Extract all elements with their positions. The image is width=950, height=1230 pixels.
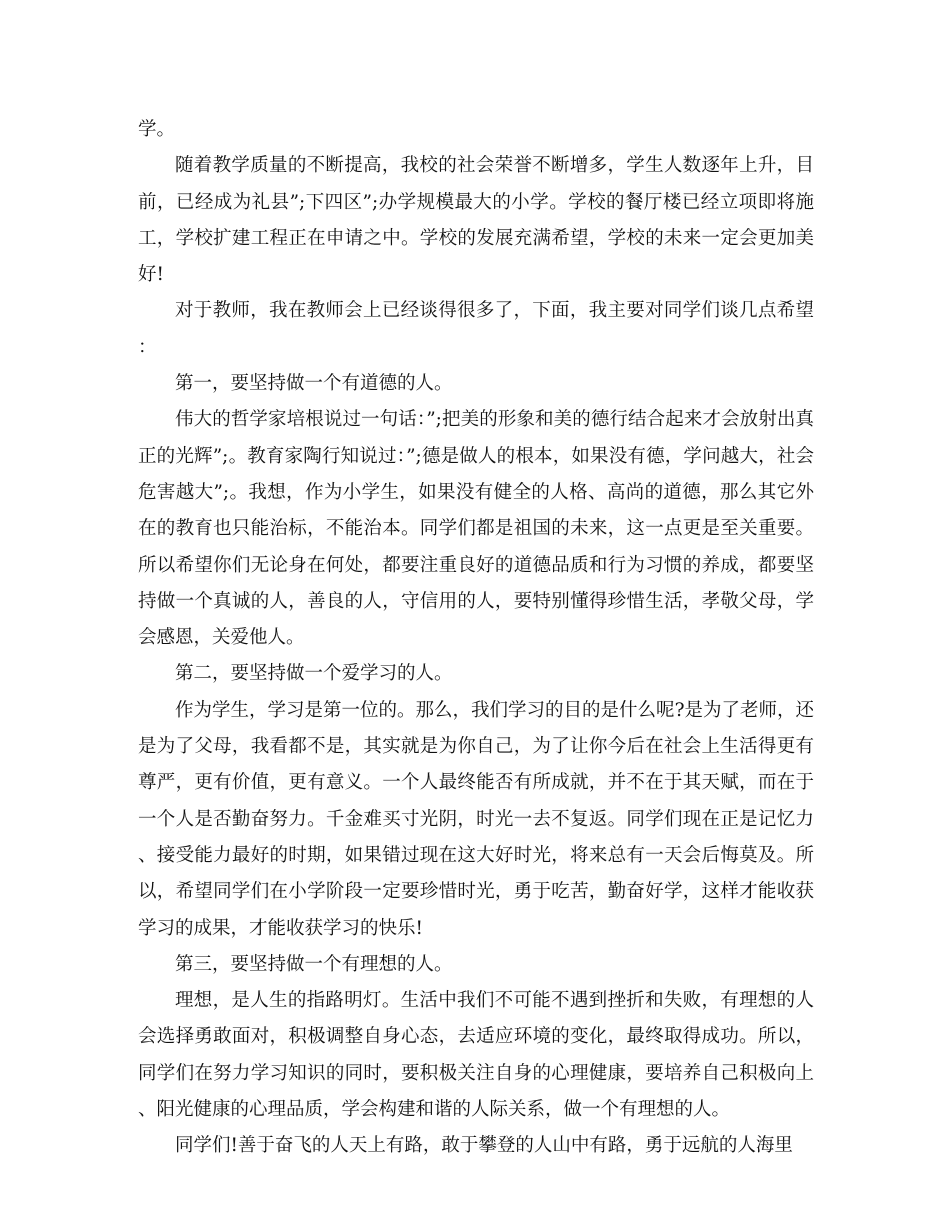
- paragraph-10: 同学们!善于奋飞的人天上有路，敢于攀登的人山中有路，勇于远航的人海里: [175, 1135, 793, 1157]
- paragraph-8: 第三，要坚持做一个有理想的人。: [175, 953, 453, 975]
- paragraph-3: 对于教师，我在教师会上已经谈得很多了，下面，我主要对同学们谈几点希望：: [138, 300, 814, 358]
- paragraph-1: 学。: [138, 119, 176, 140]
- paragraph-9: 理想，是人生的指路明灯。生活中我们不可能不遇到挫折和失败，有理想的人会选择勇敢面对，积极调整自身心态，去适应环境的变化，最终取得成功。所以，同学们在努力学习知识的同时，要积极关注自身的心理健康，要培养自己积极向上、阳光健康的心理品质，学会构建和谐的人际关系，做一个有理想的人。: [138, 990, 814, 1121]
- paragraph-5: 伟大的哲学家培根说过一句话：”;把美的形象和美的德行结合起来才会放射出真正的光辉”;。教育家陶行知说过：”;德是做人的根本，如果没有德，学问越大，社会危害越大”;。我想，作为小学生，如果没有健全的人格、高尚的道德，那么其它外在的教育也只能治标，不能治本。同学们都是祖国的未来，这一点更是至关重要。所以希望你们无论身在何处，都要注重良好的道德品质和行为习惯的养成，都要坚持做一个真诚的人，善良的人，守信用的人，要特别懂得珍惜生活，孝敬父母，学会感恩，关爱他人。: [138, 409, 814, 649]
- paragraph-7: 作为学生，学习是第一位的。那么，我们学习的目的是什么呢?是为了老师，还是为了父母，我看都不是，其实就是为你自己，为了让你今后在社会上生活得更有尊严，更有价值，更有意义。一个人最终能否有所成就，并不在于其天赋，而在于一个人是否勤奋努力。千金难买寸光阴，时光一去不复返。同学们现在正是记忆力、接受能力最好的时期，如果错过现在这大好时光，将来总有一天会后悔莫及。所以，希望同学们在小学阶段一定要珍惜时光，勇于吃苦，勤奋好学，这样才能收获学习的成果，才能收获学习的快乐!: [138, 699, 814, 939]
- document-body: [138, 112, 814, 1165]
- paragraph-4: 第一，要坚持做一个有道德的人。: [175, 373, 453, 395]
- paragraph-2: 随着教学质量的不断提高，我校的社会荣誉不断增多，学生人数逐年上升，目前，已经成为礼县”;下四区”;办学规模最大的小学。学校的餐厅楼已经立项即将施工，学校扩建工程正在申请之中。学校的发展充满希望，学校的未来一定会更加美好!: [138, 155, 814, 286]
- paragraph-6: 第二，要坚持做一个爱学习的人。: [175, 663, 453, 685]
